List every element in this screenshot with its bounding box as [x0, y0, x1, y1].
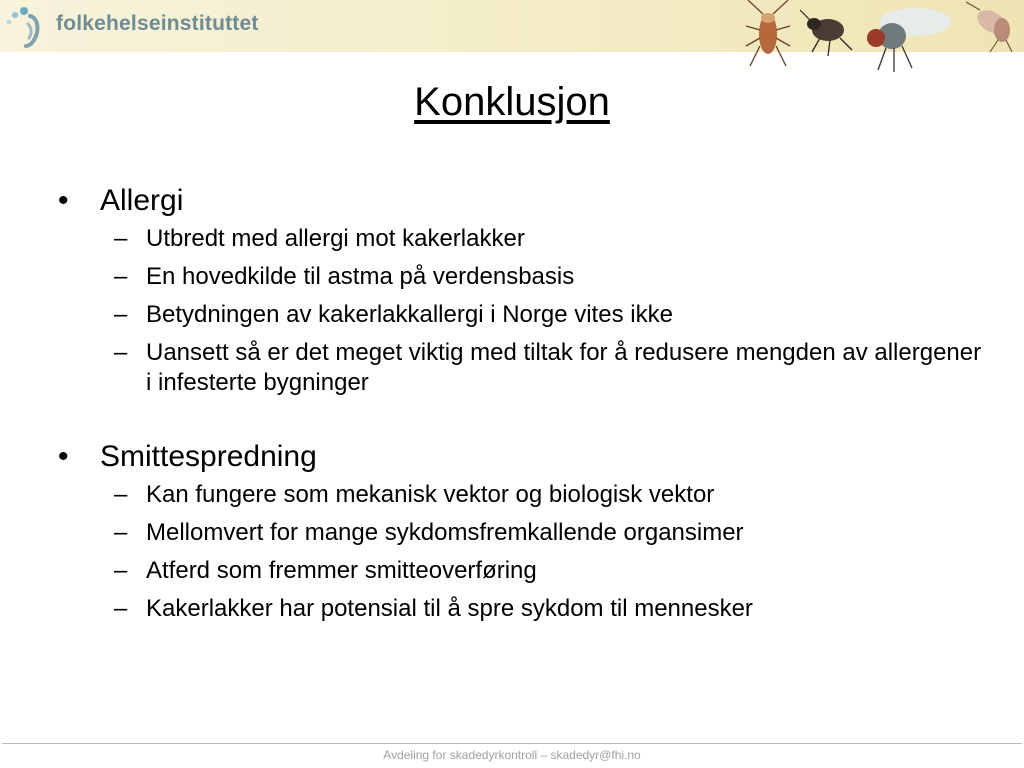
moth-icon	[966, 2, 1012, 52]
slide-content	[58, 182, 988, 664]
dash-marker: –	[114, 557, 128, 584]
slide-title: Konklusjon	[414, 80, 610, 124]
fhi-logo-icon	[4, 2, 52, 48]
bullet-allergi	[58, 182, 988, 220]
list-item: – En hovedkilde til astma på verdensbasis	[114, 263, 575, 290]
list-item: – Mellomvert for mange sykdomsfremkallende organsimer	[114, 519, 744, 546]
bullet-dot: •	[58, 440, 69, 473]
dash-marker: –	[114, 595, 128, 622]
insects-illustration	[740, 0, 1024, 76]
dash-marker: –	[114, 225, 128, 252]
list-item: – Betydningen av kakerlakkallergi i Norge vites ikke	[114, 301, 673, 328]
sub-list-allergi	[58, 224, 988, 398]
dash-marker: –	[114, 481, 128, 508]
fly-icon	[867, 8, 951, 72]
section-smittespredning	[58, 438, 988, 624]
list-item: – Uansett så er det meget viktig med tiltak for å redusere mengden av allergener i infesterte bygninger	[114, 339, 982, 396]
cockroach-icon	[746, 0, 790, 66]
bullet-smittespredning	[58, 438, 988, 476]
bullet-dot: •	[58, 184, 69, 217]
footer-text: Avdeling for skadedyrkontroll – skadedyr@fhi.no	[383, 748, 641, 762]
dash-marker: –	[114, 519, 128, 546]
list-item: – Kan fungere som mekanisk vektor og biologisk vektor	[114, 481, 715, 508]
list-item: – Atferd som fremmer smitteoverføring	[114, 557, 537, 584]
list-item: – Kakerlakker har potensial til å spre sykdom til mennesker	[114, 595, 753, 622]
sub-list-smittespredning	[58, 480, 988, 624]
dash-marker: –	[114, 263, 128, 290]
footer-divider	[2, 743, 1022, 744]
bullet-heading: Smittespredning	[100, 440, 317, 473]
section-allergi	[58, 182, 988, 398]
bullet-heading: Allergi	[100, 184, 184, 217]
dash-marker: –	[114, 339, 128, 366]
beetle-icon	[800, 10, 852, 56]
list-item: – Utbredt med allergi mot kakerlakker	[114, 225, 525, 252]
logo-text: folkehelseinstituttet	[56, 12, 259, 35]
dash-marker: –	[114, 301, 128, 328]
